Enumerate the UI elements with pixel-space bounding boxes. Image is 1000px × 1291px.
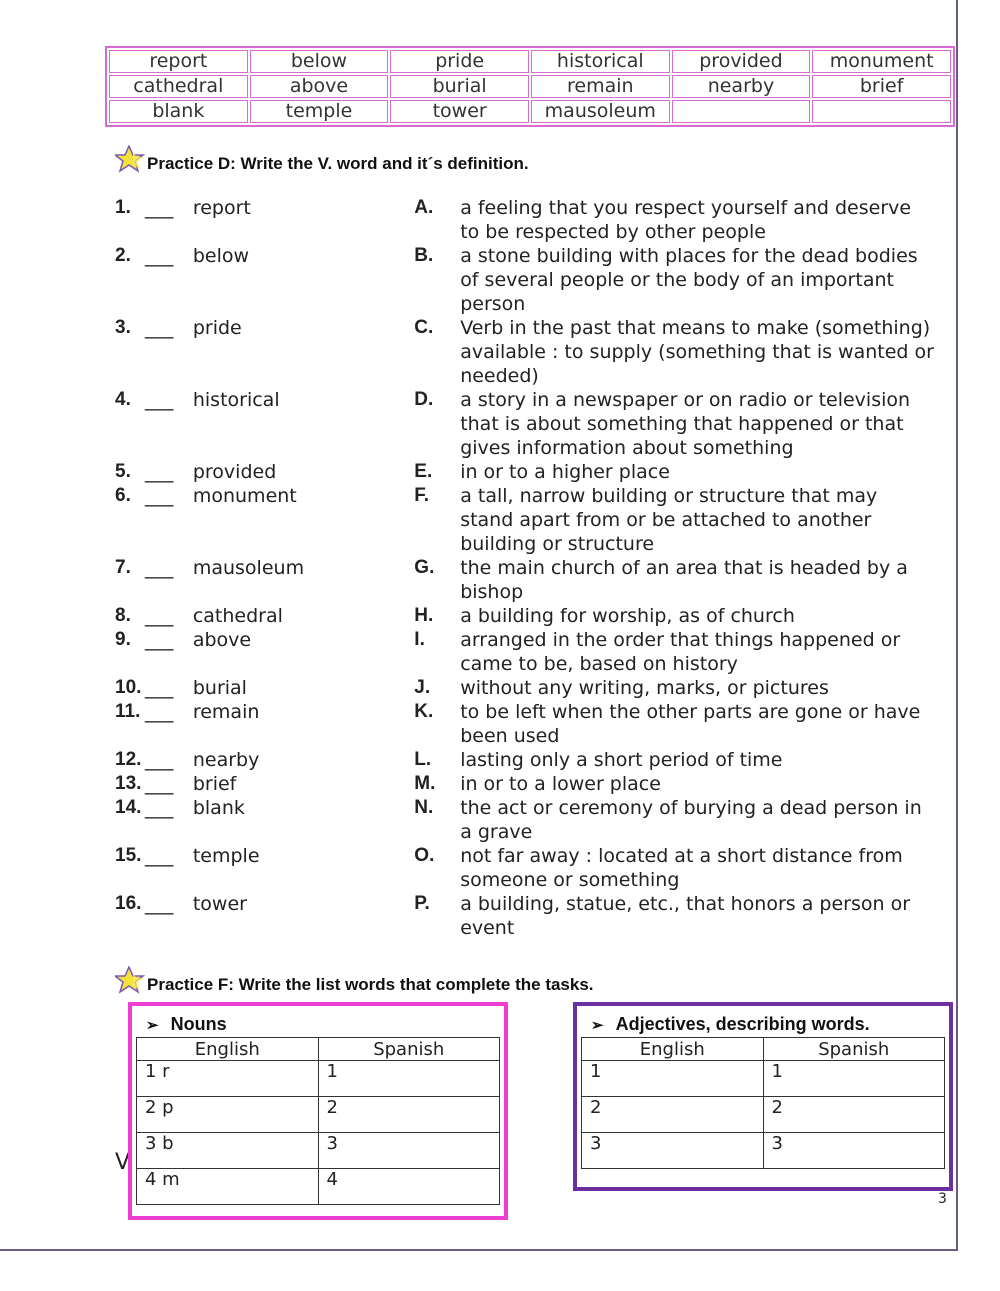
item-number: 6.	[115, 485, 131, 506]
page-border-right	[956, 0, 958, 1250]
answer-blank[interactable]: ___	[144, 845, 174, 867]
definition-letter: A.	[414, 197, 434, 218]
definition-letter: O.	[414, 845, 435, 866]
definition-letter: P.	[414, 893, 430, 914]
definition-text: a feeling that you respect yourself and deserve to be respected by other people	[460, 197, 912, 243]
answer-blank[interactable]: ___	[144, 749, 174, 771]
definition-letter: M.	[414, 773, 436, 794]
vocabulary-word: report	[192, 197, 251, 219]
exercise-row	[115, 796, 935, 844]
adjectives-title: Adjectives, describing words.	[615, 1014, 870, 1034]
definition-text: lasting only a short period of time	[460, 749, 783, 771]
definition-text: to be left when the other parts are gone or have been used	[460, 701, 921, 747]
vocabulary-word: historical	[192, 389, 280, 411]
column-header-spanish: Spanish	[763, 1038, 945, 1061]
english-answer-cell[interactable]: 3	[582, 1133, 764, 1169]
exercise-row	[115, 196, 935, 244]
definition-letter: L.	[414, 749, 432, 770]
vocabulary-word: monument	[192, 485, 297, 507]
vocabulary-word: above	[192, 629, 252, 651]
answer-blank[interactable]: ___	[144, 893, 174, 915]
column-header-english: English	[137, 1038, 319, 1061]
word-bank-row	[109, 50, 951, 73]
practice-f-heading	[115, 966, 594, 996]
item-number: 5.	[115, 461, 131, 482]
answer-blank[interactable]: ___	[144, 245, 174, 267]
nouns-title: Nouns	[170, 1014, 227, 1034]
star-icon	[115, 145, 147, 175]
table-row	[137, 1061, 500, 1097]
page-border-bottom	[0, 1249, 958, 1251]
word-bank-cell: monument	[812, 50, 951, 73]
answer-blank[interactable]: ___	[144, 485, 174, 507]
word-bank-cell: remain	[531, 75, 670, 98]
answer-blank[interactable]: ___	[144, 605, 174, 627]
table-row	[137, 1097, 500, 1133]
word-bank-cell: above	[250, 75, 389, 98]
english-answer-cell[interactable]: 2	[582, 1097, 764, 1133]
english-answer-cell[interactable]: 1 r	[137, 1061, 319, 1097]
word-bank-cell: cathedral	[109, 75, 248, 98]
definition-text: the act or ceremony of burying a dead person in a grave	[460, 797, 922, 843]
definition-text: in or to a lower place	[460, 773, 661, 795]
nouns-table	[136, 1037, 500, 1205]
vocabulary-word: brief	[192, 773, 237, 795]
item-number: 2.	[115, 245, 131, 266]
definition-text: a building, statue, etc., that honors a person or event	[460, 893, 910, 939]
spanish-answer-cell[interactable]: 3	[763, 1133, 945, 1169]
item-number: 9.	[115, 629, 131, 650]
adjectives-table	[581, 1037, 945, 1169]
exercise-row	[115, 892, 935, 940]
english-answer-cell[interactable]: 1	[582, 1061, 764, 1097]
answer-blank[interactable]: ___	[144, 557, 174, 579]
definition-text: a building for worship, as of church	[460, 605, 795, 627]
definition-text: arranged in the order that things happened or came to be, based on history	[460, 629, 901, 675]
nouns-box	[128, 1002, 508, 1220]
answer-blank[interactable]: ___	[144, 461, 174, 483]
table-row	[582, 1133, 945, 1169]
adjectives-box	[573, 1002, 953, 1191]
word-bank-cell: pride	[390, 50, 529, 73]
table-row	[582, 1097, 945, 1133]
item-number: 16.	[115, 893, 142, 914]
column-header-spanish: Spanish	[318, 1038, 500, 1061]
star-icon	[115, 966, 147, 996]
definition-letter: N.	[414, 797, 434, 818]
answer-blank[interactable]: ___	[144, 629, 174, 651]
vocabulary-word: mausoleum	[192, 557, 305, 579]
word-bank-cell: below	[250, 50, 389, 73]
definition-letter: D.	[414, 389, 434, 410]
exercise-row	[115, 460, 935, 484]
exercise-row	[115, 844, 935, 892]
definition-text: the main church of an area that is headed by a bishop	[460, 557, 908, 603]
table-row	[137, 1133, 500, 1169]
english-answer-cell[interactable]: 4 m	[137, 1169, 319, 1205]
english-answer-cell[interactable]: 3 b	[137, 1133, 319, 1169]
vocabulary-word: temple	[192, 845, 260, 867]
word-bank-cell	[812, 100, 951, 123]
spanish-answer-cell[interactable]: 2	[763, 1097, 945, 1133]
word-bank-cell: report	[109, 50, 248, 73]
exercise-row	[115, 604, 935, 628]
definition-letter: F.	[414, 485, 430, 506]
exercise-row	[115, 700, 935, 748]
word-bank-row	[109, 75, 951, 98]
word-bank-cell: provided	[672, 50, 811, 73]
word-bank-cell	[672, 100, 811, 123]
item-number: 14.	[115, 797, 142, 818]
practice-f-title: Practice F: Write the list words that complete the tasks.	[147, 975, 594, 994]
item-number: 11.	[115, 701, 141, 722]
word-bank-cell: tower	[390, 100, 529, 123]
item-number: 10.	[115, 677, 142, 698]
definition-letter: G.	[414, 557, 435, 578]
answer-blank[interactable]: ___	[144, 677, 174, 699]
english-answer-cell[interactable]: 2 p	[137, 1097, 319, 1133]
exercise-row	[115, 628, 935, 676]
item-number: 1.	[115, 197, 131, 218]
definition-text: a story in a newspaper or on radio or television that is about something that happened or that gives information about something	[460, 389, 911, 459]
arrow-bullet-icon: ➢	[146, 1017, 159, 1034]
practice-d-heading	[115, 145, 529, 175]
word-bank-table	[105, 46, 955, 127]
answer-blank[interactable]: ___	[144, 701, 174, 723]
word-bank-cell: burial	[390, 75, 529, 98]
word-bank-cell: brief	[812, 75, 951, 98]
table-row	[137, 1169, 500, 1205]
definition-text: in or to a higher place	[460, 461, 670, 483]
definition-letter: I.	[414, 629, 425, 650]
item-number: 4.	[115, 389, 131, 410]
vocabulary-word: nearby	[192, 749, 260, 771]
vocabulary-word: provided	[192, 461, 277, 483]
definition-text: a tall, narrow building or structure that may stand apart from or be attached to another building or structure	[460, 485, 878, 555]
answer-blank[interactable]: ___	[144, 317, 174, 339]
exercise-row	[115, 244, 935, 316]
nouns-heading	[146, 1014, 227, 1035]
item-number: 3.	[115, 317, 131, 338]
definition-letter: K.	[414, 701, 434, 722]
exercise-row	[115, 556, 935, 604]
vocabulary-word: remain	[192, 701, 260, 723]
cut-letter: V	[115, 1150, 131, 1175]
item-number: 8.	[115, 605, 131, 626]
spanish-answer-cell[interactable]: 3	[318, 1133, 500, 1169]
practice-d-title: Practice D: Write the V. word and it´s definition.	[147, 154, 529, 173]
exercise-row	[115, 748, 935, 772]
table-row	[582, 1061, 945, 1097]
definition-letter: H.	[414, 605, 434, 626]
answer-blank[interactable]: ___	[144, 773, 174, 795]
definition-text: a stone building with places for the dead bodies of several people or the body of an important person	[460, 245, 918, 315]
word-bank-cell: historical	[531, 50, 670, 73]
answer-blank[interactable]: ___	[144, 389, 174, 411]
spanish-answer-cell[interactable]: 1	[763, 1061, 945, 1097]
arrow-bullet-icon: ➢	[591, 1017, 604, 1034]
exercise-row	[115, 484, 935, 556]
exercise-row	[115, 772, 935, 796]
vocabulary-word: blank	[192, 797, 245, 819]
vocabulary-word: pride	[192, 317, 242, 339]
definition-letter: B.	[414, 245, 434, 266]
answer-blank[interactable]: ___	[144, 197, 174, 219]
spanish-answer-cell[interactable]: 4	[318, 1169, 500, 1205]
exercise-row	[115, 676, 935, 700]
exercise-row	[115, 316, 935, 388]
definition-text: without any writing, marks, or pictures	[460, 677, 829, 699]
vocabulary-word: below	[192, 245, 250, 267]
answer-blank[interactable]: ___	[144, 797, 174, 819]
item-number: 13.	[115, 773, 142, 794]
word-bank-cell: mausoleum	[531, 100, 670, 123]
vocabulary-word: tower	[192, 893, 247, 915]
definition-letter: J.	[414, 677, 431, 698]
spanish-answer-cell[interactable]: 1	[318, 1061, 500, 1097]
vocabulary-word: burial	[192, 677, 247, 699]
word-bank-cell: nearby	[672, 75, 811, 98]
word-bank-cell: temple	[250, 100, 389, 123]
definition-letter: E.	[414, 461, 433, 482]
column-header-english: English	[582, 1038, 764, 1061]
adjectives-heading	[591, 1014, 870, 1035]
vocabulary-word: cathedral	[192, 605, 283, 627]
exercise-row	[115, 388, 935, 460]
page-number: 3	[938, 1191, 947, 1207]
item-number: 12.	[115, 749, 142, 770]
definition-text: not far away : located at a short distance from someone or something	[460, 845, 903, 891]
word-bank-cell: blank	[109, 100, 248, 123]
matching-exercise	[115, 196, 935, 940]
spanish-answer-cell[interactable]: 2	[318, 1097, 500, 1133]
definition-text: Verb in the past that means to make (something) available : to supply (something that is wanted or needed)	[460, 317, 934, 387]
item-number: 7.	[115, 557, 131, 578]
definition-letter: C.	[414, 317, 434, 338]
item-number: 15.	[115, 845, 142, 866]
word-bank-row	[109, 100, 951, 123]
